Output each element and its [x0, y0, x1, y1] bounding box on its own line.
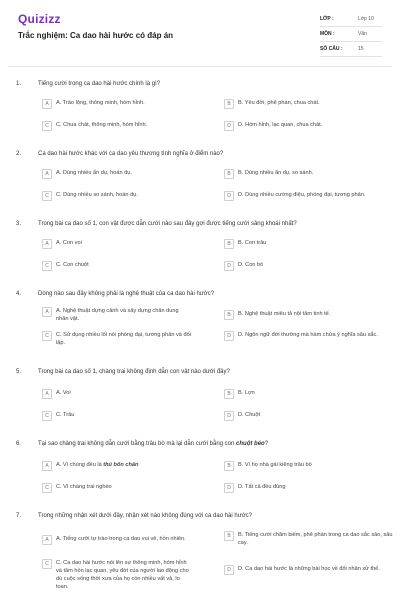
quizizz-logo: Quizizz [18, 12, 61, 26]
option-a[interactable]: A A. Voi [42, 389, 192, 399]
meta-subject: MÔN : Văn [320, 27, 382, 42]
option-a[interactable]: A A. Tiếng cười tự trào trong ca dao vui vẻ, hồn nhiên. [42, 535, 192, 545]
option-c[interactable]: C C. Dùng nhiều so sánh, hoán dụ. [42, 191, 192, 201]
option-d[interactable]: D D. Con bò [224, 261, 396, 271]
option-c[interactable]: C C. Vì chàng trai nghèo [42, 483, 192, 493]
option-a[interactable]: A A. Con voi [42, 239, 192, 249]
option-a[interactable]: A A. Vì chúng đều là thú bốn chân [42, 461, 192, 471]
option-d[interactable]: D D. Chuột [224, 411, 396, 421]
question-text: Trong những nhận xét dưới đây, nhận xét nào không đúng với ca dao hài hước? [38, 513, 252, 519]
worksheet-page: Quizizz Trắc nghiệm: Ca dao hài hước có đáp án LỚP : Lớp 10 MÔN : Văn SỐ CÂU : 15 1. Tiếng cười trong ca dao hài hước chính là gì? A A. Trào lộng, thông minh, hóm hỉnh. B B. Yêu đời, phê phán, chua chát. C C. Chua chát, thông minh, hóm hỉnh. D D. Hóm hỉnh, lạc quan, chua chát. 2. Ca dao hài hước khác với ca dao yêu thương tình nghĩa ở điểm nào? A A. Dùng nhiều ẩn dụ, hoán dụ. B B. Dùng nhiều ẩn dụ, so sánh. C C. Dùng nhiều so sánh, hoán dụ. D D. Dùng nhiều cường điệu, phóng đại, tương phản. 3. Trong bài ca dao số 1, con vật được dẫn cưới nào sau đây gợi được tiếng cười sảng khoái nhất? A A. Con voi B B. Con trâu C C. Con chuột D D. Con bò 4. Dòng nào sau đây không phải là nghệ thuật của ca dao hài hước? A A. Nghệ thuật dựng cảnh và xây dựng chân dung nhân vật. B B. Nghệ thuật miêu tả nội tâm tinh tế. C C. Sử dụng nhiều lối nói phóng đại, tương phản và đối lập. D D. Ngôn ngữ đời thường mà hàm chứa ý nghĩa sâu sắc. 5. Trong bài ca dao số 1, chàng trai không định dẫn con vật nào dưới đây? A A. Voi B B. Lợn C C. Trâu D D. Chuột 6. Tại sao chàng trai không dẫn cưới bằng trâu bò mà lại dẫn cưới bằng con chuột béo? A A. Vì chúng đều là thú bốn chân B B. Vì họ nhà gái kiêng trâu bò C C. Vì chàng trai nghèo D D. Tất cả đều đúng 7. Trong những nhận xét dưới đây, nhận xét nào không đúng với ca dao hài hước? A A. Tiếng cười tự trào trong ca dao vui vẻ, hồn nhiên. B B. Tiếng cười châm biếm, phê phán trong ca dao sắc sảo, sâu cay. C C. Ca dao hài hước nói lên sự thông minh, hóm hỉnh và tâm hồn lạc quan, yêu đời của người lao động cho dù cuộc sống thời xưa của họ còn nhiều vất vả, lo toan. D D. Ca dao hài hước là những bài học về đối nhân xử thế. [0, 0, 400, 600]
option-d[interactable]: D D. Ca dao hài hước là những bài học về đối nhân xử thế. [224, 565, 396, 575]
option-d[interactable]: D D. Dùng nhiều cường điệu, phóng đại, tương phản. [224, 191, 396, 201]
option-b[interactable]: B B. Dùng nhiều ẩn dụ, so sánh. [224, 169, 396, 179]
question-text: Trong bài ca dao số 1, con vật được dẫn cưới nào sau đây gợi được tiếng cười sảng khoái nhất? [38, 221, 297, 227]
question-text: Dòng nào sau đây không phải là nghệ thuật của ca dao hài hước? [38, 291, 215, 297]
option-d[interactable]: D D. Ngôn ngữ đời thường mà hàm chứa ý nghĩa sâu sắc. [224, 331, 396, 341]
option-c[interactable]: C C. Chua chát, thông minh, hóm hỉnh. [42, 121, 192, 131]
option-b[interactable]: B B. Vì họ nhà gái kiêng trâu bò [224, 461, 396, 471]
option-c[interactable]: C C. Ca dao hài hước nói lên sự thông minh, hóm hỉnh và tâm hồn lạc quan, yêu đời của người lao động cho dù cuộc sống thời xưa của họ còn nhiều vất vả, lo toan. [42, 559, 192, 591]
meta-class: LỚP : Lớp 10 [320, 12, 382, 27]
option-b[interactable]: B B. Yêu đời, phê phán, chua chát. [224, 99, 396, 109]
worksheet-title: Trắc nghiệm: Ca dao hài hước có đáp án [18, 31, 174, 40]
option-a[interactable]: A A. Trào lộng, thông minh, hóm hỉnh. [42, 99, 192, 109]
option-d[interactable]: D D. Tất cả đều đúng [224, 483, 396, 493]
option-c[interactable]: C C. Trâu [42, 411, 192, 421]
option-b[interactable]: B B. Nghệ thuật miêu tả nội tâm tinh tế. [224, 310, 396, 320]
option-c[interactable]: C C. Con chuột [42, 261, 192, 271]
option-d[interactable]: D D. Hóm hỉnh, lạc quan, chua chát. [224, 121, 396, 131]
question-text: Trong bài ca dao số 1, chàng trai không định dẫn con vật nào dưới đây? [38, 369, 230, 375]
option-b[interactable]: B B. Tiếng cười châm biếm, phê phán trong ca dao sắc sảo, sâu cay. [224, 531, 396, 547]
question-text: Tiếng cười trong ca dao hài hước chính là gì? [38, 81, 161, 87]
worksheet-header [8, 0, 392, 67]
option-b[interactable]: B B. Con trâu [224, 239, 396, 249]
option-a[interactable]: A A. Dùng nhiều ẩn dụ, hoán dụ. [42, 169, 192, 179]
worksheet-meta [320, 12, 382, 57]
question-text: Ca dao hài hước khác với ca dao yêu thương tình nghĩa ở điểm nào? [38, 151, 224, 157]
question-text: Tại sao chàng trai không dẫn cưới bằng trâu bò mà lại dẫn cưới bằng con chuột béo? [38, 441, 269, 447]
meta-question-count: SỐ CÂU : 15 [320, 42, 382, 57]
option-c[interactable]: C C. Sử dụng nhiều lối nói phóng đại, tương phản và đối lập. [42, 331, 192, 347]
option-b[interactable]: B B. Lợn [224, 389, 396, 399]
option-a[interactable]: A A. Nghệ thuật dựng cảnh và xây dựng chân dung nhân vật. [42, 307, 192, 323]
